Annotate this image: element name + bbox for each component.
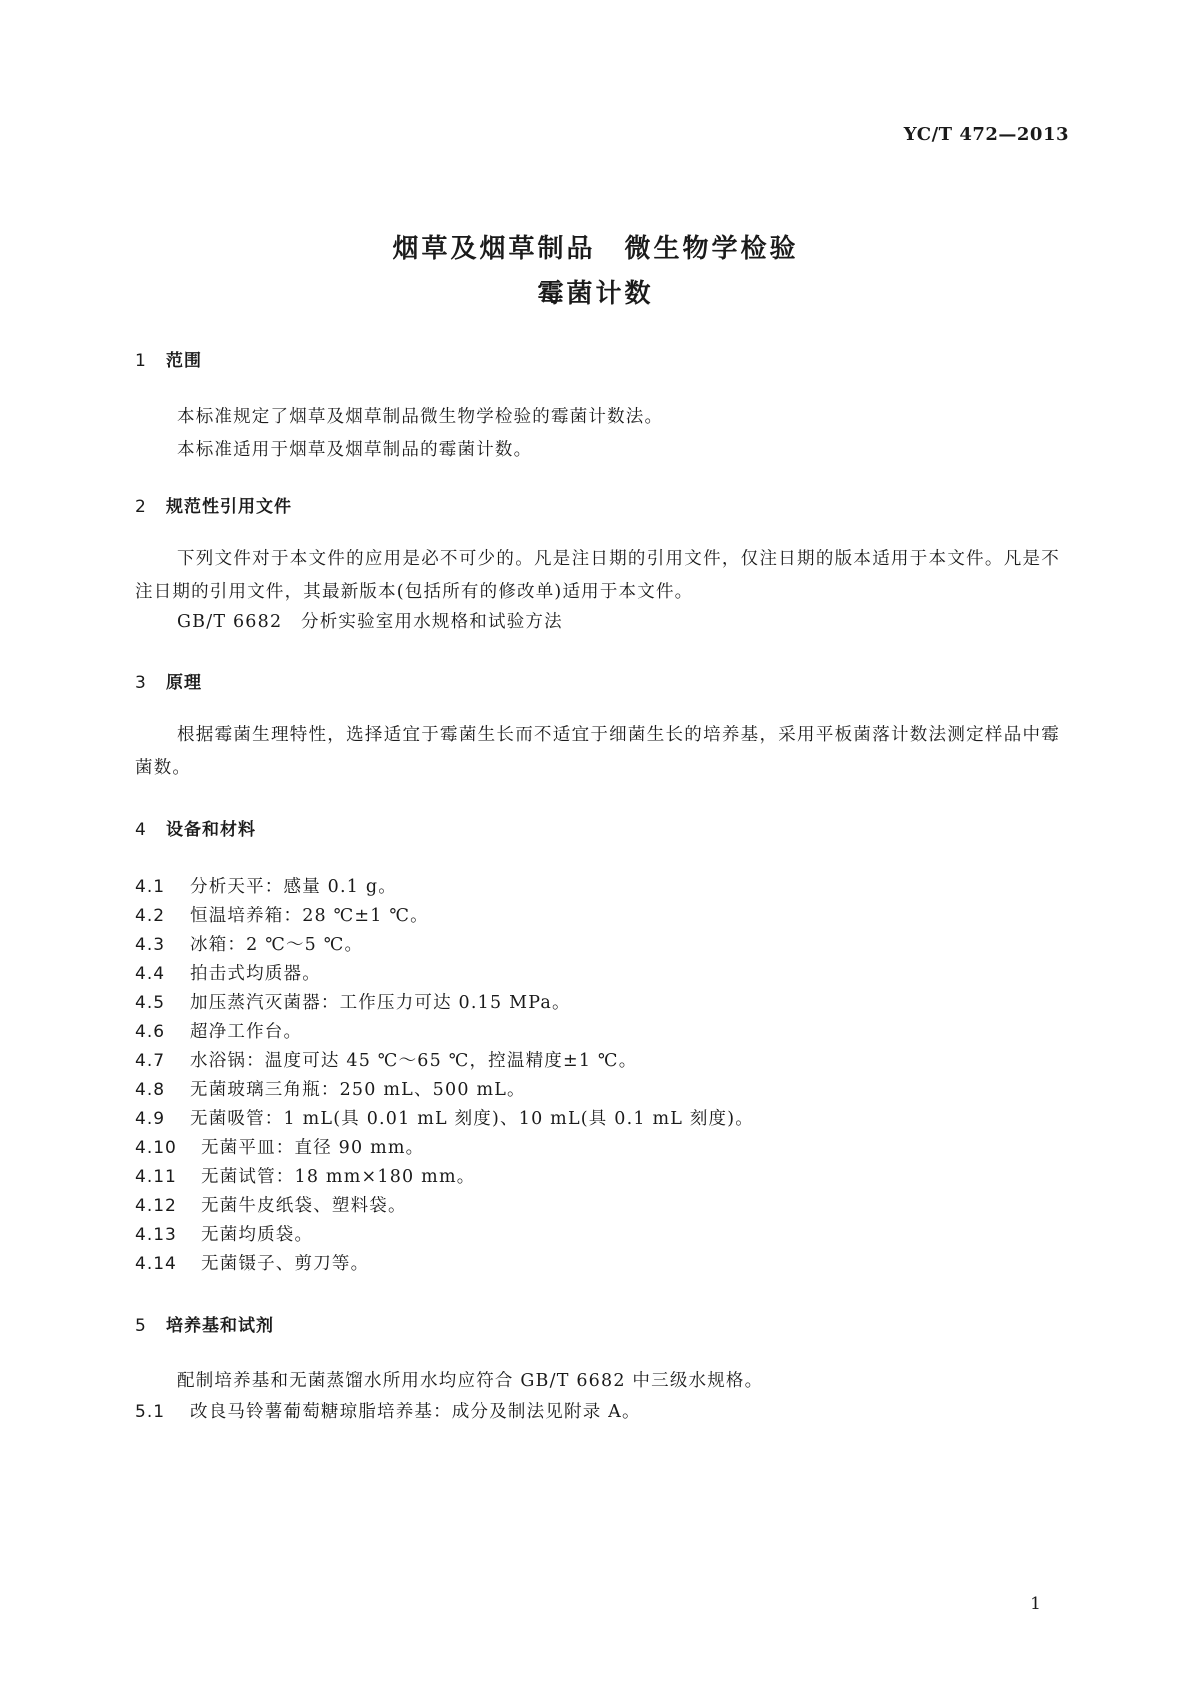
equipment-item xyxy=(135,1105,754,1130)
item-text: 无菌玻璃三角瓶：250 mL、500 mL。 xyxy=(190,1080,526,1100)
equipment-item xyxy=(135,1221,313,1246)
equipment-item xyxy=(135,1192,407,1217)
item-number: 4.13 xyxy=(135,1225,177,1245)
item-text: 超净工作台。 xyxy=(190,1022,303,1042)
item-text: 拍击式均质器。 xyxy=(190,964,321,984)
item-text: 冰箱：2 ℃～5 ℃。 xyxy=(190,935,364,955)
item-number: 4.1 xyxy=(135,877,166,897)
section-number: 2 xyxy=(135,497,147,517)
scope-paragraph-1: 本标准规定了烟草及烟草制品微生物学检验的霉菌计数法。 xyxy=(177,407,664,427)
item-number: 4.2 xyxy=(135,906,166,926)
item-text: 改良马铃薯葡萄糖琼脂培养基：成分及制法见附录 A。 xyxy=(190,1402,641,1422)
item-text: 无菌平皿：直径 90 mm。 xyxy=(201,1138,425,1158)
section-number: 3 xyxy=(135,673,147,693)
item-number: 4.10 xyxy=(135,1138,177,1158)
section-title: 范围 xyxy=(166,351,202,371)
equipment-item xyxy=(135,873,397,898)
item-text: 无菌镊子、剪刀等。 xyxy=(201,1254,370,1274)
item-number: 4.14 xyxy=(135,1254,177,1274)
media-paragraph: 配制培养基和无菌蒸馏水所用水均应符合 GB/T 6682 中三级水规格。 xyxy=(177,1371,764,1391)
equipment-item xyxy=(135,1018,302,1043)
principle-paragraph: 根据霉菌生理特性，选择适宜于霉菌生长而不适宜于细菌生长的培养基，采用平板菌落计数法测定样品中霉菌数。 xyxy=(135,725,1060,778)
item-number: 5.1 xyxy=(135,1402,166,1422)
equipment-item xyxy=(135,1134,424,1159)
equipment-item xyxy=(135,1250,369,1275)
standard-code: YC/T 472—2013 xyxy=(903,124,1069,145)
references-paragraph: 下列文件对于本文件的应用是必不可少的。凡是注日期的引用文件，仅注日期的版本适用于本文件。凡是不注日期的引用文件，其最新版本(包括所有的修改单)适用于本文件。 xyxy=(135,549,1060,602)
item-text: 分析天平：感量 0.1 g。 xyxy=(190,877,397,897)
section-title: 规范性引用文件 xyxy=(166,497,292,517)
scope-paragraph-2: 本标准适用于烟草及烟草制品的霉菌计数。 xyxy=(177,440,533,460)
equipment-item xyxy=(135,931,363,956)
item-number: 4.3 xyxy=(135,935,166,955)
section-heading-principle xyxy=(135,668,202,693)
section-number: 4 xyxy=(135,820,147,840)
equipment-item xyxy=(135,902,429,927)
section-number: 5 xyxy=(135,1316,147,1336)
item-number: 4.9 xyxy=(135,1109,166,1129)
item-text: 水浴锅：温度可达 45 ℃～65 ℃，控温精度±1 ℃。 xyxy=(190,1051,638,1071)
item-text: 无菌均质袋。 xyxy=(201,1225,314,1245)
section-heading-equipment xyxy=(135,815,256,840)
equipment-item xyxy=(135,1163,475,1188)
section-heading-scope xyxy=(135,346,202,371)
page-number: 1 xyxy=(1030,1594,1041,1614)
item-text: 恒温培养箱：28 ℃±1 ℃。 xyxy=(190,906,429,926)
section-title: 原理 xyxy=(166,673,202,693)
document-title-line2: 霉菌计数 xyxy=(537,279,654,309)
item-text: 无菌吸管：1 mL(具 0.01 mL 刻度)、10 mL(具 0.1 mL 刻度)。 xyxy=(190,1109,754,1129)
equipment-item xyxy=(135,960,321,985)
item-number: 4.4 xyxy=(135,964,166,984)
section-title: 培养基和试剂 xyxy=(166,1316,274,1336)
item-number: 4.6 xyxy=(135,1022,166,1042)
equipment-item xyxy=(135,1076,526,1101)
item-text: 无菌试管：18 mm×180 mm。 xyxy=(201,1167,476,1187)
item-text: 加压蒸汽灭菌器：工作压力可达 0.15 MPa。 xyxy=(190,993,571,1013)
equipment-item xyxy=(135,989,571,1014)
section-number: 1 xyxy=(135,351,147,371)
section-heading-normative-references xyxy=(135,492,292,517)
equipment-item xyxy=(135,1047,637,1072)
item-number: 4.7 xyxy=(135,1051,166,1071)
section-title: 设备和材料 xyxy=(166,820,256,840)
section-heading-media-reagents xyxy=(135,1311,274,1336)
reference-gbt6682: GB/T 6682 分析实验室用水规格和试验方法 xyxy=(177,612,563,632)
item-number: 4.11 xyxy=(135,1167,177,1187)
item-text: 无菌牛皮纸袋、塑料袋。 xyxy=(201,1196,407,1216)
document-title-line1: 烟草及烟草制品 微生物学检验 xyxy=(392,234,799,264)
item-number: 4.8 xyxy=(135,1080,166,1100)
item-number: 4.12 xyxy=(135,1196,177,1216)
item-number: 4.5 xyxy=(135,993,166,1013)
reagent-item xyxy=(135,1398,641,1423)
